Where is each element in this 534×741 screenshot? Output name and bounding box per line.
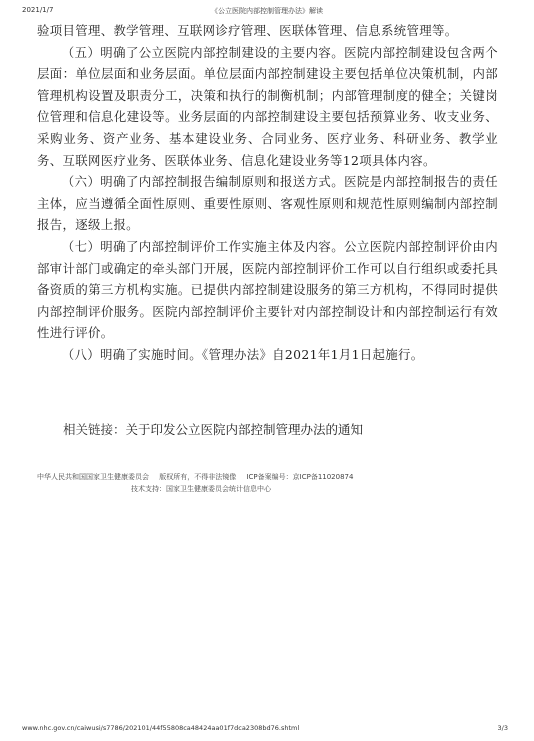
footer-support: 技术支持：国家卫生健康委员会统计信息中心 xyxy=(131,485,271,493)
footer-org: 中华人民共和国国家卫生健康委员会 xyxy=(37,473,149,481)
print-date: 2021/1/7 xyxy=(22,6,54,14)
paragraph: （七）明确了内部控制评价工作实施主体及内容。公立医院内部控制评价由内部审计部门或确定的牵头部门开展，医院内部控制评价工作可以自行组织或委托具备资质的第三方机构实施。已提供内部控制建设服务的第三方机构，不得同时提供内部控制评价服务。医院内部控制评价主要针对内部控制设计和内部控制运行有效性进行评价。 xyxy=(37,238,498,341)
related-link[interactable]: 关于印发公立医院内部控制管理办法的通知 xyxy=(125,422,364,437)
print-header xyxy=(0,6,534,18)
paragraph: （八）明确了实施时间。《管理办法》自2021年1月1日起施行。 xyxy=(61,346,424,362)
article-body xyxy=(37,20,498,366)
paragraph: 验项目管理、教学管理、互联网诊疗管理、医联体管理、信息系统管理等。 xyxy=(37,23,458,38)
footer-icp[interactable]: ICP备案编号：京ICP备11020874 xyxy=(246,473,354,481)
page-number: 3/3 xyxy=(497,724,508,732)
paragraph: （五）明确了公立医院内部控制建设的主要内容。医院内部控制建设包含两个层面：单位层面和业务层面。单位层面内部控制建设主要包括单位决策机制，内部管理机构设置及职责分工，决策和执行的制衡机制；内部管理制度的健全；关键岗位管理和信息化建设等。业务层面的内部控制建设主要包括预算业务、收支业务、采购业务、资产业务、基本建设业务、合同业务、医疗业务、科研业务、教学业务、互联网医疗业务、医联体业务、信息化建设业务等12项具体内容。 xyxy=(37,44,498,168)
related-label: 相关链接： xyxy=(63,422,126,437)
related-links xyxy=(63,420,503,440)
site-footer xyxy=(0,471,534,495)
paragraph: （六）明确了内部控制报告编制原则和报送方式。医院是内部控制报告的责任主体，应当遵循全面性原则、重要性原则、客观性原则和规范性原则编制内部控制报告，逐级上报。 xyxy=(37,174,498,233)
print-url: www.nhc.gov.cn/caiwusi/s7786/202101/44f55808ca48424aa01f7dca2308bd76.shtml xyxy=(22,724,300,732)
footer-copyright: 版权所有，不得非法镜像 xyxy=(159,473,237,481)
print-title: 《公立医院内部控制管理办法》解读 xyxy=(211,7,323,15)
